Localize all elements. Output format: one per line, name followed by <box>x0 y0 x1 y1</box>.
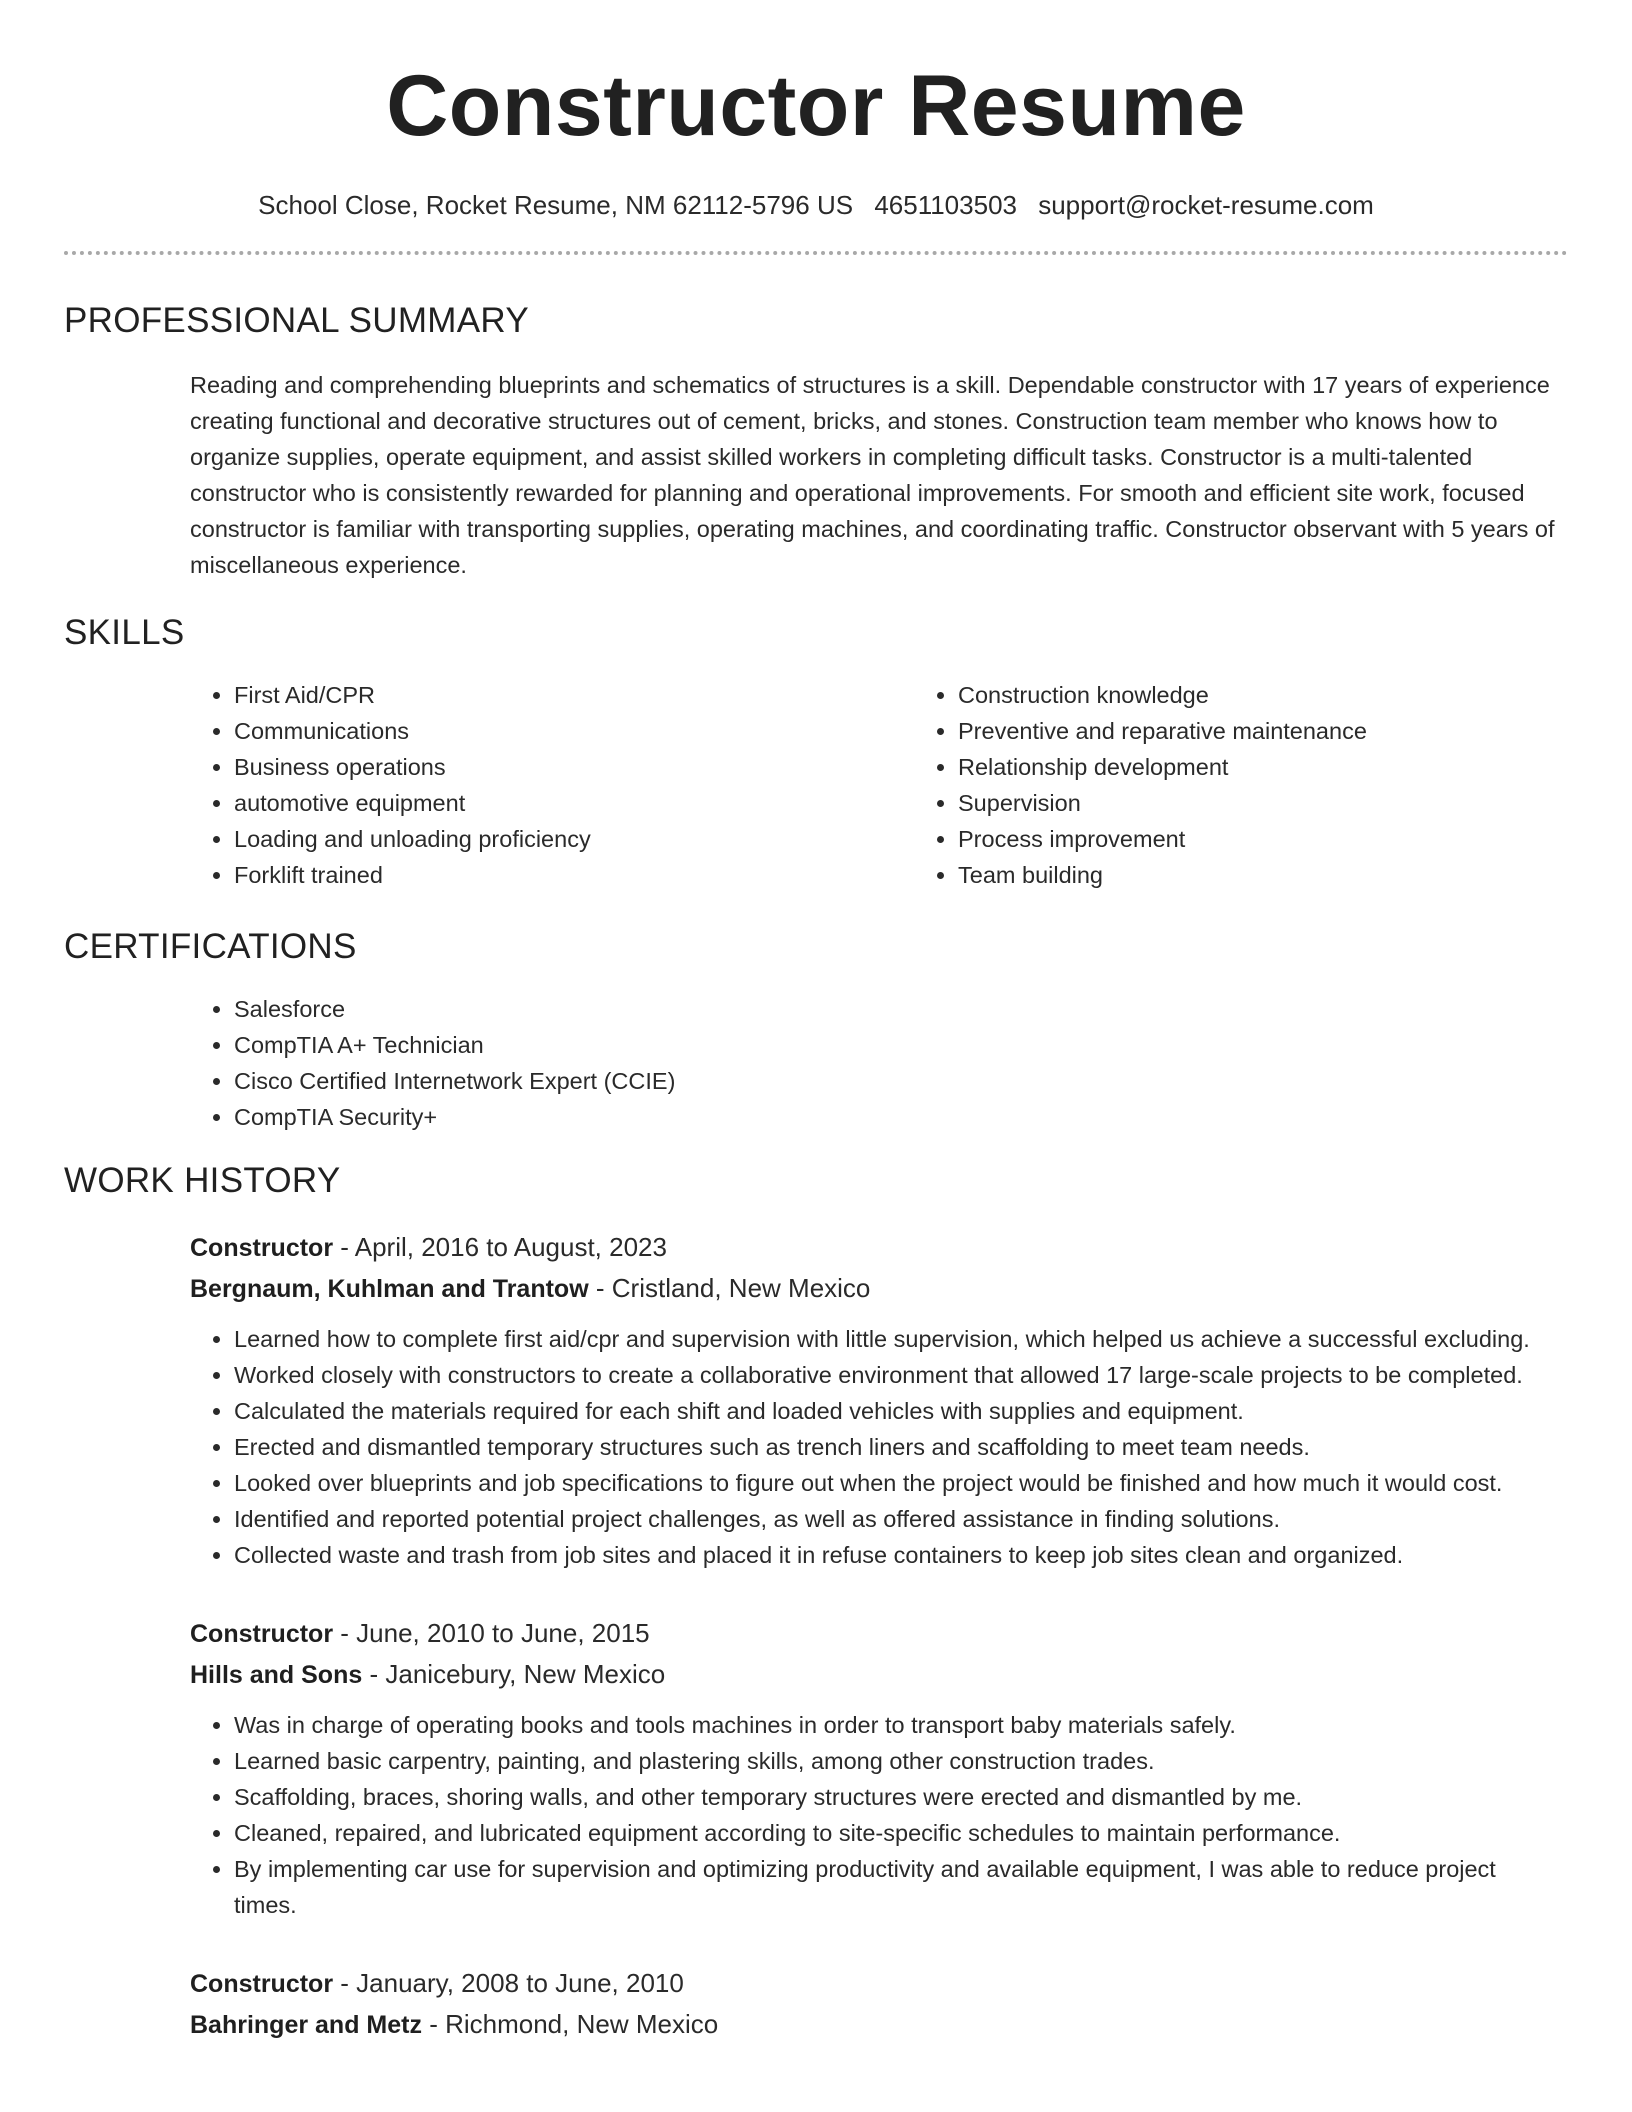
job-dates: - April, 2016 to August, 2023 <box>333 1232 667 1262</box>
job-bullets <box>190 1707 1562 1923</box>
job-entry <box>190 1227 1562 1573</box>
job-bullet: • Identified and reported potential project challenges, as well as offered assistance in finding solutions. <box>234 1501 1562 1537</box>
skills-section <box>0 613 1632 893</box>
job-bullet: • Worked closely with constructors to create a collaborative environment that allowed 17 large-scale projects to be completed. <box>234 1357 1562 1393</box>
job-dates: - January, 2008 to June, 2010 <box>333 1968 684 1998</box>
job-bullet: • Collected waste and trash from job sites and placed it in refuse containers to keep job sites clean and organized. <box>234 1537 1562 1573</box>
skill-item: • Preventive and reparative maintenance <box>958 713 1367 749</box>
skill-item: • Loading and unloading proficiency <box>234 821 914 857</box>
certifications-body <box>64 991 1568 1135</box>
job-bullet: • Learned how to complete first aid/cpr and supervision with little supervision, which helped us achieve a successful excluding. <box>234 1321 1562 1357</box>
skill-item: • Relationship development <box>958 749 1367 785</box>
skill-item: • automotive equipment <box>234 785 914 821</box>
contact-address: School Close, Rocket Resume, NM 62112-5796 US <box>258 190 854 220</box>
header-divider <box>64 251 1568 255</box>
skill-item: • Construction knowledge <box>958 677 1367 713</box>
page-title: Constructor Resume <box>386 58 1246 154</box>
certification-item: • Cisco Certified Internetwork Expert (CCIE) <box>234 1063 1562 1099</box>
skill-item: • Team building <box>958 857 1367 893</box>
certifications-list <box>190 991 1562 1135</box>
job-company: Bergnaum, Kuhlman and Trantow <box>190 1275 589 1303</box>
job-dates: - June, 2010 to June, 2015 <box>333 1618 650 1648</box>
certifications-section <box>0 927 1632 1135</box>
job-bullet: • Learned basic carpentry, painting, and plastering skills, among other construction trades. <box>234 1743 1562 1779</box>
job-role: Constructor <box>190 1620 334 1648</box>
skill-item: • First Aid/CPR <box>234 677 914 713</box>
summary-section <box>0 301 1632 583</box>
job-company-line <box>190 1268 1562 1309</box>
job-role-line <box>190 1227 1562 1268</box>
job-location: - Cristland, New Mexico <box>588 1273 871 1303</box>
job-role-line <box>190 1613 1562 1654</box>
certification-item: • CompTIA A+ Technician <box>234 1027 1562 1063</box>
job-bullet: • Looked over blueprints and job specifications to figure out when the project would be finished and how much it would cost. <box>234 1465 1562 1501</box>
job-role: Constructor <box>190 1970 334 1998</box>
contact-line <box>0 190 1632 221</box>
job-company: Hills and Sons <box>190 1661 363 1689</box>
summary-text: Reading and comprehending blueprints and schematics of structures is a skill. Dependable constructor with 17 years of experience creating functional and decorative structures out of cement, bricks, and stones. Construction team member who knows how to organize supplies, operate equipment, and assist skilled workers in completing difficult tasks. Constructor is a multi-talented constructor who is consistently rewarded for planning and operational improvements. For smooth and efficient site work, focused constructor is familiar with transporting supplies, operating machines, and coordinating traffic. Constructor observant with 5 years of miscellaneous experience. <box>190 372 1555 578</box>
skills-list-left <box>190 677 914 893</box>
job-role-line <box>190 1963 1562 2004</box>
work-history-heading: WORK HISTORY <box>64 1161 341 1200</box>
job-company-line <box>190 1654 1562 1695</box>
job-bullet: • By implementing car use for supervision and optimizing productivity and available equipment, I was able to reduce project times. <box>234 1851 1562 1923</box>
skill-item: • Forklift trained <box>234 857 914 893</box>
job-bullets <box>190 1321 1562 1573</box>
job-role: Constructor <box>190 1234 334 1262</box>
job-location: - Janicebury, New Mexico <box>362 1659 666 1689</box>
job-bullet: • Was in charge of operating books and tools machines in order to transport baby materials safely. <box>234 1707 1562 1743</box>
skill-item: • Process improvement <box>958 821 1367 857</box>
work-history-section <box>0 1161 1632 2045</box>
skill-item: • Communications <box>234 713 914 749</box>
resume-header <box>0 0 1632 221</box>
job-bullet: • Calculated the materials required for each shift and loaded vehicles with supplies and equipment. <box>234 1393 1562 1429</box>
contact-email: support@rocket-resume.com <box>1038 190 1374 220</box>
job-company-line <box>190 2004 1562 2045</box>
skills-columns <box>64 677 1568 893</box>
contact-phone: 4651103503 <box>874 190 1017 220</box>
work-history-body <box>64 1227 1568 2045</box>
job-entry <box>190 1963 1562 2045</box>
certification-item: • Salesforce <box>234 991 1562 1027</box>
job-location: - Richmond, New Mexico <box>421 2009 719 2039</box>
job-entry <box>190 1613 1562 1923</box>
skills-list-right <box>914 677 1367 893</box>
skill-item: • Business operations <box>234 749 914 785</box>
job-bullet: • Erected and dismantled temporary structures such as trench liners and scaffolding to meet team needs. <box>234 1429 1562 1465</box>
summary-heading: PROFESSIONAL SUMMARY <box>64 301 529 340</box>
certification-item: • CompTIA Security+ <box>234 1099 1562 1135</box>
job-bullet: • Cleaned, repaired, and lubricated equipment according to site-specific schedules to maintain performance. <box>234 1815 1562 1851</box>
skills-heading: SKILLS <box>64 613 185 652</box>
job-bullet: • Scaffolding, braces, shoring walls, and other temporary structures were erected and dismantled by me. <box>234 1779 1562 1815</box>
job-company: Bahringer and Metz <box>190 2011 422 2039</box>
certifications-heading: CERTIFICATIONS <box>64 927 357 966</box>
skill-item: • Supervision <box>958 785 1367 821</box>
